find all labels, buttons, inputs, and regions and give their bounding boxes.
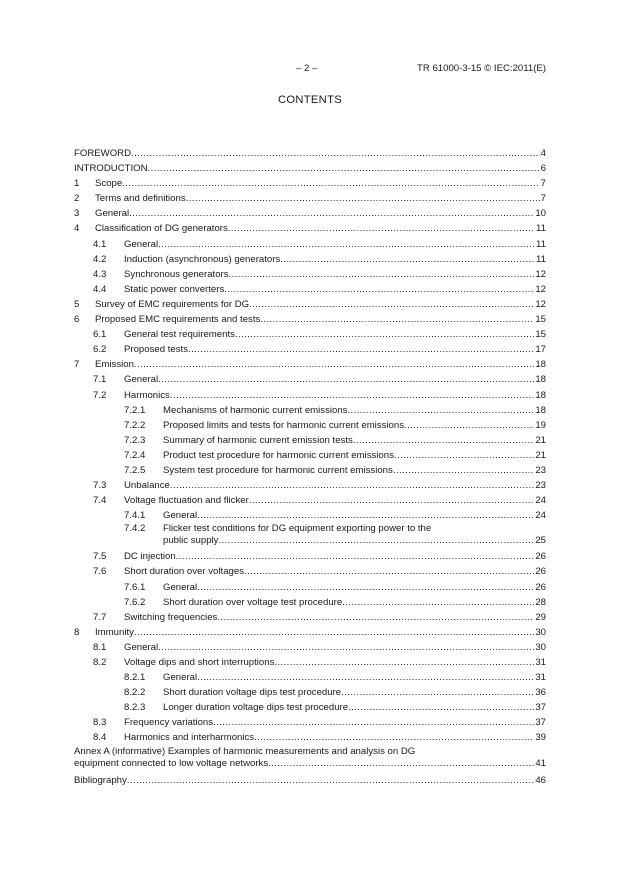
toc-section-number: 2 [74, 193, 80, 205]
toc-page-number: 39 [535, 732, 546, 744]
toc-entry-8-2-2[interactable] [74, 685, 546, 700]
toc-entry-4-2[interactable] [74, 252, 546, 267]
toc-section-number: 4.1 [93, 238, 107, 250]
toc-section-number: 8.2.3 [124, 702, 146, 714]
toc-entry-1[interactable] [74, 176, 546, 191]
toc-entry-annex-a[interactable] [74, 746, 546, 773]
toc-entry-introduction[interactable] [74, 161, 546, 176]
toc-section-number: 7.2.2 [124, 419, 146, 431]
toc-page-number: 18 [535, 389, 546, 401]
toc-section-number: 8.2 [93, 657, 107, 668]
toc-entry-text: System test procedure for harmonic current emissions [163, 464, 393, 476]
toc-entry-7-2-1[interactable] [74, 403, 546, 418]
toc-entry-7-5[interactable] [74, 549, 546, 564]
toc-section-number: 8.3 [93, 717, 107, 729]
toc-entry-text: Flicker test conditions for DG equipment exporting power to the [163, 523, 432, 535]
toc-section-number: 7.6 [93, 566, 107, 578]
toc-entry-8-1[interactable] [74, 640, 546, 655]
toc-page-number: 7 [540, 193, 546, 205]
toc-entry-7-6-1[interactable] [74, 580, 546, 595]
toc-entry-7-4-2[interactable] [74, 523, 546, 549]
toc-entry-text: General [95, 208, 130, 220]
toc-entry-3[interactable] [74, 206, 546, 221]
toc-page-number: 28 [535, 596, 546, 608]
toc-entry-4-1[interactable] [74, 237, 546, 252]
toc-entry-7-2-2[interactable] [74, 418, 546, 433]
toc-entry-text: General [163, 510, 198, 522]
toc-entry-text: General [124, 374, 159, 386]
toc-entry-text: Static power converters [124, 283, 225, 295]
toc-page-number: 19 [535, 419, 546, 431]
toc-entry-text: FOREWORD [74, 148, 132, 159]
toc-entry-text: Proposed limits and tests for harmonic current emissions [163, 419, 405, 431]
toc-entry-4[interactable] [74, 221, 546, 236]
toc-entry-8-3[interactable] [74, 715, 546, 730]
toc-entry-foreword[interactable] [74, 146, 546, 161]
toc-entry-8-2[interactable] [74, 655, 546, 670]
toc-page-number: 29 [535, 611, 546, 623]
toc-page-number: 26 [535, 551, 546, 563]
toc-entry-7[interactable] [74, 357, 546, 372]
toc-page-number: 30 [535, 626, 546, 638]
toc-entry-text: Product test procedure for harmonic current emissions [163, 449, 394, 461]
toc-entry-8-4[interactable] [74, 730, 546, 745]
toc-section-number: 7.6.2 [124, 596, 146, 608]
toc-entry-6-1[interactable] [74, 327, 546, 342]
toc-page-number: 41 [535, 757, 546, 769]
toc-section-number: 7.4.2 [124, 523, 146, 535]
toc-entry-text: Short duration over voltages [124, 566, 244, 578]
toc-section-number: 8.4 [93, 732, 107, 744]
toc-page-number: 26 [535, 581, 546, 593]
toc-section-number: 8.1 [93, 641, 107, 653]
toc-section-number: 8.2.1 [124, 672, 146, 684]
toc-entry-5[interactable] [74, 297, 546, 312]
toc-section-number: 7.6.1 [124, 581, 146, 593]
toc-page-number: 24 [535, 495, 546, 507]
toc-section-number: 7.2.3 [124, 434, 146, 446]
toc-page-number: 37 [535, 717, 546, 729]
toc-page-number: 10 [535, 208, 546, 220]
toc-section-number: 4 [74, 223, 80, 235]
toc-entry-text: Proposed EMC requirements and tests [95, 314, 261, 326]
toc-entry-text-continued: equipment connected to low voltage networks [74, 757, 269, 769]
toc-page-number: 7 [540, 178, 546, 190]
toc-entry-text: Harmonics [124, 389, 170, 401]
toc-entry-text: General [124, 641, 159, 653]
toc-entry-text: Short duration over voltage test procedure [163, 596, 343, 608]
toc-page-number: 6 [540, 163, 546, 175]
toc-page-number: 31 [535, 672, 546, 684]
toc-entry-text: Voltage fluctuation and flicker [124, 495, 249, 507]
toc-entry-7-2[interactable] [74, 388, 546, 403]
toc-entry-text: Switching frequencies [124, 611, 218, 623]
toc-entry-text: General test requirements [124, 329, 235, 341]
toc-page-number: 12 [535, 268, 546, 280]
toc-entry-text: Harmonics and interharmonics [124, 732, 255, 744]
toc-section-number: 1 [74, 178, 80, 190]
toc-page-number: 23 [535, 464, 546, 476]
toc-page-number: 46 [535, 774, 546, 786]
toc-entry-bibliography[interactable] [74, 773, 546, 788]
toc-page-number: 21 [535, 449, 546, 461]
toc-page-number: 37 [535, 702, 546, 714]
toc-page-number: 12 [535, 298, 546, 310]
toc-entry-text: Unbalance [124, 480, 170, 492]
toc-entry-text: Annex A (informative) Examples of harmonic measurements and analysis on DG [74, 745, 416, 757]
toc-page-number: 18 [535, 359, 546, 371]
toc-entry-text: INTRODUCTION [74, 163, 148, 175]
page-header [0, 63, 620, 77]
toc-section-number: 8 [74, 626, 80, 638]
toc-section-number: 7.2.1 [124, 404, 146, 416]
toc-entry-4-3[interactable] [74, 267, 546, 282]
toc-section-number: 7.1 [93, 374, 107, 386]
toc-entry-7-7[interactable] [74, 610, 546, 625]
page-title: CONTENTS [278, 94, 342, 106]
toc-entry-text-continued: public supply [163, 535, 219, 547]
toc-entry-7-4[interactable] [74, 493, 546, 508]
toc-entry-text: Classification of DG generators [95, 223, 228, 235]
page-number: – 2 – [296, 63, 318, 74]
toc-page-number: 26 [535, 566, 546, 578]
toc-entry-7-2-5[interactable] [74, 463, 546, 478]
toc-page-number: 21 [535, 434, 546, 446]
toc-section-number: 4.3 [93, 268, 107, 280]
toc-section-number: 7.2 [93, 389, 107, 401]
toc-entry-text: Longer duration voltage dips test procedure [163, 702, 349, 714]
toc-entry-8[interactable] [74, 625, 546, 640]
toc-page-number: 36 [535, 687, 546, 699]
toc-entry-text: General [124, 238, 159, 250]
toc-page-number: 24 [535, 510, 546, 522]
toc-entry-7-1[interactable] [74, 372, 546, 387]
toc-page-number: 11 [536, 238, 546, 250]
toc-entry-7-3[interactable] [74, 478, 546, 493]
table-of-contents [74, 146, 546, 788]
toc-section-number: 4.2 [93, 253, 107, 265]
toc-page-number: 15 [535, 329, 546, 341]
toc-page-number: 31 [535, 657, 546, 668]
toc-page-number: 4 [540, 148, 546, 159]
toc-page-number: 18 [535, 404, 546, 416]
toc-section-number: 5 [74, 298, 80, 310]
toc-entry-text: Mechanisms of harmonic current emissions [163, 404, 348, 416]
toc-page-number: 17 [535, 344, 546, 356]
toc-entry-text: Immunity [95, 626, 134, 638]
toc-section-number: 7.7 [93, 611, 107, 623]
toc-entry-text: Summary of harmonic current emission tests [163, 434, 353, 446]
document-reference: TR 61000-3-15 © IEC:2011(E) [416, 63, 546, 74]
toc-entry-text: DC injection [124, 551, 176, 563]
toc-entry-4-4[interactable] [74, 282, 546, 297]
toc-section-number: 7.4.1 [124, 510, 146, 522]
toc-entry-text: Scope [95, 178, 123, 190]
toc-entry-7-6[interactable] [74, 564, 546, 579]
toc-section-number: 6.1 [93, 329, 107, 341]
toc-entry-7-2-3[interactable] [74, 433, 546, 448]
toc-entry-6[interactable] [74, 312, 546, 327]
toc-entry-text: Voltage dips and short interruptions [124, 657, 275, 668]
toc-entry-text: Induction (asynchronous) generators [124, 253, 281, 265]
toc-entry-7-6-2[interactable] [74, 595, 546, 610]
toc-section-number: 7.4 [93, 495, 107, 507]
toc-section-number: 8.2.2 [124, 687, 146, 699]
toc-section-number: 7.5 [93, 551, 107, 563]
toc-entry-7-2-4[interactable] [74, 448, 546, 463]
toc-entry-text: Survey of EMC requirements for DG [95, 298, 250, 310]
toc-entry-text: General [163, 672, 198, 684]
toc-page-number: 15 [535, 314, 546, 326]
toc-entry-text: Frequency variations [124, 717, 214, 729]
toc-section-number: 6.2 [93, 344, 107, 356]
toc-entry-text: Proposed tests [124, 344, 188, 356]
toc-entry-text: General [163, 581, 198, 593]
toc-entry-text: Emission [95, 359, 134, 371]
toc-section-number: 6 [74, 314, 80, 326]
toc-section-number: 7.3 [93, 480, 107, 492]
toc-page-number: 11 [536, 223, 546, 235]
toc-entry-text: Bibliography [74, 774, 127, 786]
toc-entry-8-2-1[interactable] [74, 670, 546, 685]
toc-page-number: 12 [535, 283, 546, 295]
toc-section-number: 7 [74, 359, 80, 371]
toc-page-number: 11 [536, 253, 546, 265]
toc-entry-text: Short duration voltage dips test procedure [163, 687, 342, 699]
toc-section-number: 3 [74, 208, 80, 220]
toc-page-number: 18 [535, 374, 546, 386]
toc-entry-text: Terms and definitions [95, 193, 186, 205]
toc-entry-6-2[interactable] [74, 342, 546, 357]
toc-entry-2[interactable] [74, 191, 546, 206]
toc-section-number: 7.2.4 [124, 449, 146, 461]
toc-page-number: 23 [535, 480, 546, 492]
toc-page-number: 25 [535, 535, 546, 547]
toc-entry-text: Synchronous generators [124, 268, 229, 280]
toc-page-number: 30 [535, 641, 546, 653]
toc-section-number: 7.2.5 [124, 464, 146, 476]
toc-section-number: 4.4 [93, 283, 107, 295]
toc-entry-8-2-3[interactable] [74, 700, 546, 715]
